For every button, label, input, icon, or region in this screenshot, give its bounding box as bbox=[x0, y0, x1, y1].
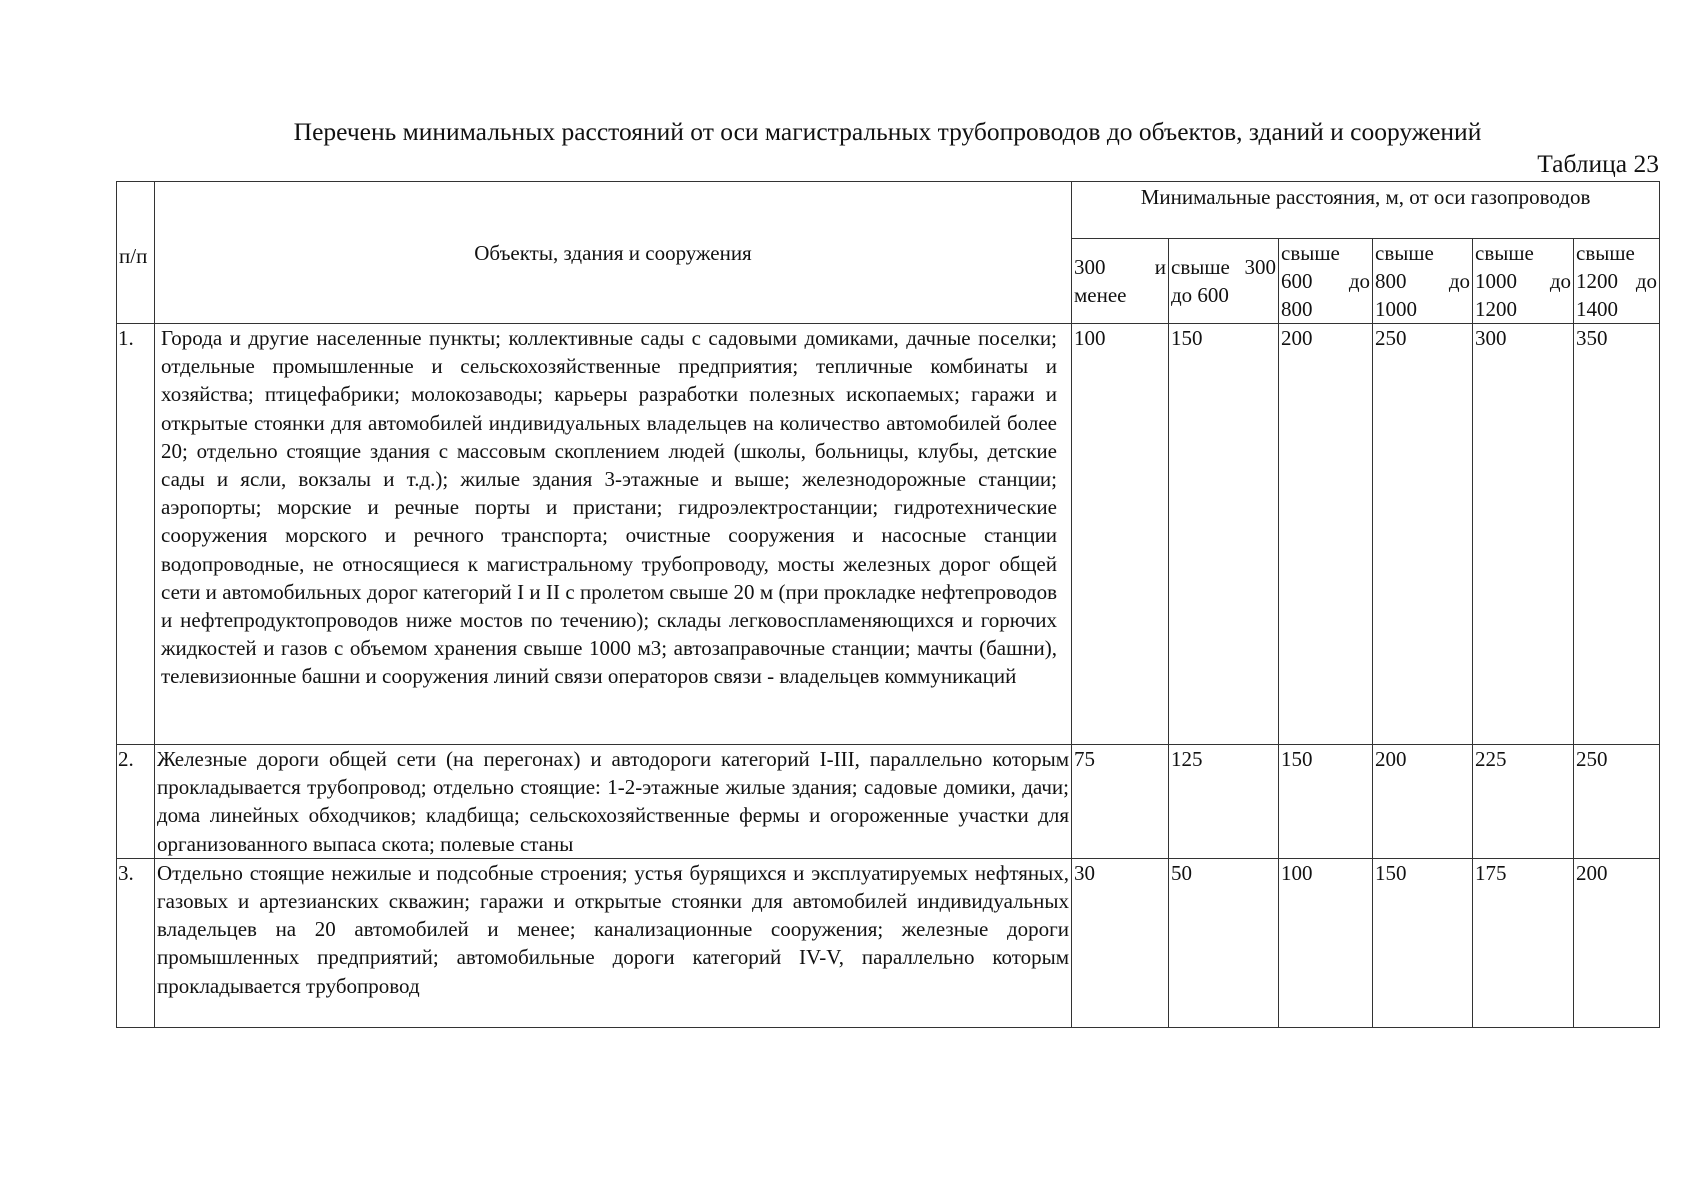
row-number: 2. bbox=[117, 745, 155, 859]
row-value: 50 bbox=[1169, 858, 1279, 1027]
row-value: 150 bbox=[1279, 745, 1373, 859]
header-distance-group: Минимальные расстояния, м, от оси газопроводов bbox=[1072, 182, 1660, 239]
header-column-1-label: 300 и менее bbox=[1074, 255, 1166, 307]
table-row bbox=[117, 324, 1660, 745]
header-column-1 bbox=[1072, 239, 1169, 324]
header-column-2 bbox=[1169, 239, 1279, 324]
table-header-row bbox=[117, 182, 1660, 239]
row-value: 350 bbox=[1574, 324, 1660, 745]
header-column-4 bbox=[1373, 239, 1473, 324]
header-column-5 bbox=[1473, 239, 1574, 324]
table-row bbox=[117, 745, 1660, 859]
table-row bbox=[117, 858, 1660, 1027]
row-value: 75 bbox=[1072, 745, 1169, 859]
header-column-6-label: свыше 1200 до 1400 bbox=[1576, 241, 1658, 321]
row-value: 100 bbox=[1279, 858, 1373, 1027]
row-value: 175 bbox=[1473, 858, 1574, 1027]
header-column-3 bbox=[1279, 239, 1373, 324]
row-value: 100 bbox=[1072, 324, 1169, 745]
row-value: 200 bbox=[1373, 745, 1473, 859]
row-objects-text: Отдельно стоящие нежилые и подсобные строения; устья бурящихся и эксплуатируемых нефтяных, газовых и артезианских скважин; гаражи и открытые стоянки для автомобилей индивидуальных владельцев на 20 автомобилей и менее; канализационные сооружения; железные дороги промышленных предприятий; автомобильные дороги категорий IV-V, параллельно которым прокладывается трубопровод bbox=[155, 858, 1072, 1027]
distances-table bbox=[116, 181, 1660, 1028]
row-value: 30 bbox=[1072, 858, 1169, 1027]
header-column-5-label: свыше 1000 до 1200 bbox=[1475, 241, 1571, 321]
row-number: 3. bbox=[117, 858, 155, 1027]
row-number: 1. bbox=[117, 324, 155, 745]
header-num: п/п bbox=[117, 182, 155, 324]
header-column-4-label: свыше 800 до 1000 bbox=[1375, 241, 1470, 321]
row-value: 200 bbox=[1574, 858, 1660, 1027]
document-title: Перечень минимальных расстояний от оси магистральных трубопроводов до объектов, зданий и сооружений bbox=[293, 117, 1482, 146]
row-value: 250 bbox=[1574, 745, 1660, 859]
row-value: 225 bbox=[1473, 745, 1574, 859]
table-number: Таблица 23 bbox=[1537, 149, 1659, 178]
header-column-6 bbox=[1574, 239, 1660, 324]
header-column-3-label: свыше 600 до 800 bbox=[1281, 241, 1370, 321]
row-value: 200 bbox=[1279, 324, 1373, 745]
row-value: 300 bbox=[1473, 324, 1574, 745]
row-value: 150 bbox=[1373, 858, 1473, 1027]
row-objects-text: Железные дороги общей сети (на перегонах) и автодороги категорий I-III, параллельно которым прокладывается трубопровод; отдельно стоящие: 1-2-этажные жилые здания; садовые домики, дачи; дома линейных обходчиков; кладбища; сельскохозяйственные фермы и огороженные участки для организованного выпаса скота; полевые станы bbox=[155, 745, 1072, 859]
header-objects: Объекты, здания и сооружения bbox=[155, 182, 1072, 324]
header-column-2-label: свыше 300 до 600 bbox=[1171, 255, 1276, 307]
row-value: 125 bbox=[1169, 745, 1279, 859]
row-objects-text: Города и другие населенные пункты; коллективные сады с садовыми домиками, дачные поселки; отдельные промышленные и сельскохозяйственные предприятия; тепличные комбинаты и хозяйства; птицефабрики; молокозаводы; карьеры разработки полезных ископаемых; гаражи и открытые стоянки для автомобилей индивидуальных владельцев на количество автомобилей более 20; отдельно стоящие здания с массовым скоплением людей (школы, больницы, клубы, детские сады и ясли, вокзалы и т.д.); жилые здания 3-этажные и выше; железнодорожные станции; аэропорты; морские и речные порты и пристани; гидроэлектростанции; гидротехнические сооружения морского и речного транспорта; очистные сооружения и насосные станции водопроводные, не относящиеся к магистральному трубопроводу, мосты железных дорог общей сети и автомобильных дорог категорий I и II с пролетом свыше 20 м (при прокладке нефтепроводов и нефтепродуктопроводов ниже мостов по течению); склады легковоспламеняющихся и горючих жидкостей и газов с объемом хранения свыше 1000 м3; автозаправочные станции; мачты (башни), телевизионные башни и сооружения линий связи операторов связи - владельцев коммуникаций bbox=[155, 324, 1072, 745]
row-value: 250 bbox=[1373, 324, 1473, 745]
row-value: 150 bbox=[1169, 324, 1279, 745]
